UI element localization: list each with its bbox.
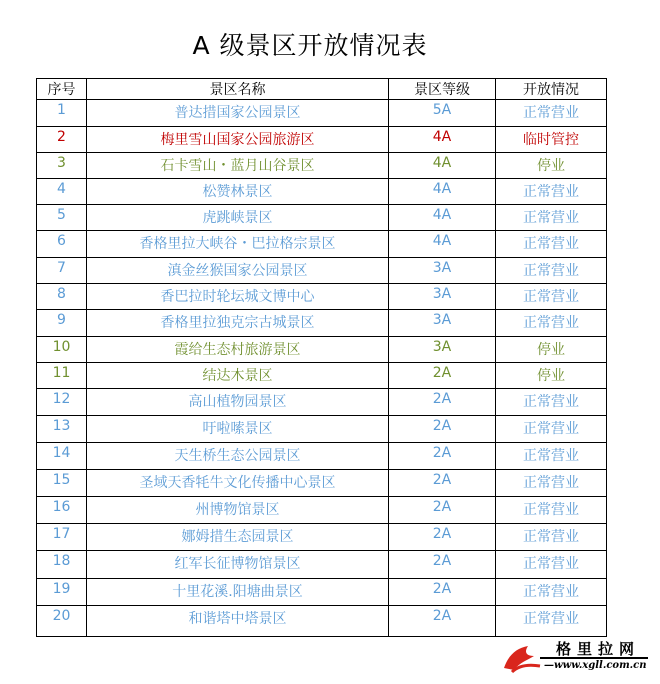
row-index: 4: [37, 179, 87, 205]
table-row: [37, 443, 607, 470]
row-status: 正常营业: [496, 551, 607, 579]
row-index: 2: [37, 127, 87, 153]
row-scenic-name: 圣域天香牦牛文化传播中心景区: [87, 470, 389, 497]
row-status: 正常营业: [496, 524, 607, 551]
row-scenic-name: 香格里拉独克宗古城景区: [87, 310, 389, 337]
horse-logo-icon: [498, 638, 542, 678]
table-header-row: [37, 79, 607, 100]
row-index: 15: [37, 470, 87, 497]
row-index: 13: [37, 416, 87, 443]
row-status: 正常营业: [496, 579, 607, 606]
table-row: [37, 579, 607, 606]
row-status: 正常营业: [496, 443, 607, 470]
table-row: [37, 363, 607, 389]
table-row: [37, 205, 607, 231]
row-status: 正常营业: [496, 205, 607, 231]
row-index: 11: [37, 363, 87, 389]
row-grade: 4A: [389, 205, 496, 231]
row-scenic-name: 香巴拉时轮坛城文博中心: [87, 284, 389, 310]
watermark-url: —www.xgll.com.cn: [544, 660, 647, 671]
row-scenic-name: 娜姆措生态园景区: [87, 524, 389, 551]
row-status: 停业: [496, 363, 607, 389]
table-row: [37, 284, 607, 310]
row-index: 8: [37, 284, 87, 310]
table-row: [37, 258, 607, 284]
row-grade: 3A: [389, 284, 496, 310]
row-status: 正常营业: [496, 100, 607, 127]
row-status: 停业: [496, 153, 607, 179]
table-row: [37, 497, 607, 524]
row-index: 7: [37, 258, 87, 284]
table-row: [37, 389, 607, 416]
table-row: [37, 416, 607, 443]
row-status: 正常营业: [496, 284, 607, 310]
scenic-area-table: [36, 78, 607, 637]
row-grade: 3A: [389, 258, 496, 284]
row-scenic-name: 滇金丝猴国家公园景区: [87, 258, 389, 284]
table-row: [37, 153, 607, 179]
table-row: [37, 470, 607, 497]
table-row: [37, 551, 607, 579]
site-watermark: [498, 638, 650, 678]
row-grade: 2A: [389, 443, 496, 470]
table-row: [37, 337, 607, 363]
row-index: 10: [37, 337, 87, 363]
row-grade: 4A: [389, 127, 496, 153]
row-index: 14: [37, 443, 87, 470]
row-status: 正常营业: [496, 310, 607, 337]
row-grade: 3A: [389, 310, 496, 337]
table-row: [37, 100, 607, 127]
row-grade: 2A: [389, 470, 496, 497]
row-scenic-name: 和谐塔中塔景区: [87, 606, 389, 637]
row-grade: 4A: [389, 179, 496, 205]
row-grade: 2A: [389, 606, 496, 637]
row-scenic-name: 松赞林景区: [87, 179, 389, 205]
row-index: 1: [37, 100, 87, 127]
row-scenic-name: 结达木景区: [87, 363, 389, 389]
row-grade: 4A: [389, 231, 496, 258]
row-scenic-name: 普达措国家公园景区: [87, 100, 389, 127]
header-grade: 景区等级: [389, 79, 496, 100]
row-index: 3: [37, 153, 87, 179]
row-scenic-name: 虎跳峡景区: [87, 205, 389, 231]
row-status: 正常营业: [496, 416, 607, 443]
row-scenic-name: 高山植物园景区: [87, 389, 389, 416]
header-name: 景区名称: [87, 79, 389, 100]
row-index: 20: [37, 606, 87, 637]
row-status: 正常营业: [496, 231, 607, 258]
row-status: 正常营业: [496, 606, 607, 637]
row-status: 正常营业: [496, 497, 607, 524]
table-row: [37, 606, 607, 637]
table-body: [37, 100, 607, 637]
row-status: 正常营业: [496, 179, 607, 205]
row-status: 停业: [496, 337, 607, 363]
row-grade: 2A: [389, 416, 496, 443]
row-grade: 4A: [389, 153, 496, 179]
page-title: A 级景区开放情况表: [192, 31, 428, 60]
table-row: [37, 231, 607, 258]
row-scenic-name: 石卡雪山・蓝月山谷景区: [87, 153, 389, 179]
header-status: 开放情况: [496, 79, 607, 100]
row-scenic-name: 天生桥生态公园景区: [87, 443, 389, 470]
row-grade: 3A: [389, 337, 496, 363]
row-index: 12: [37, 389, 87, 416]
table-row: [37, 310, 607, 337]
row-scenic-name: 红军长征博物馆景区: [87, 551, 389, 579]
row-index: 18: [37, 551, 87, 579]
watermark-site-name: 格里拉网: [556, 640, 641, 658]
row-scenic-name: 霞给生态村旅游景区: [87, 337, 389, 363]
row-index: 6: [37, 231, 87, 258]
table-row: [37, 524, 607, 551]
row-grade: 2A: [389, 497, 496, 524]
row-grade: 5A: [389, 100, 496, 127]
row-grade: 2A: [389, 389, 496, 416]
row-grade: 2A: [389, 524, 496, 551]
row-index: 19: [37, 579, 87, 606]
row-scenic-name: 吁啦嗦景区: [87, 416, 389, 443]
row-status: 正常营业: [496, 389, 607, 416]
row-index: 9: [37, 310, 87, 337]
row-index: 5: [37, 205, 87, 231]
row-status: 正常营业: [496, 258, 607, 284]
row-status: 正常营业: [496, 470, 607, 497]
row-grade: 2A: [389, 551, 496, 579]
table-row: [37, 127, 607, 153]
header-index: 序号: [37, 79, 87, 100]
row-scenic-name: 十里花溪.阳塘曲景区: [87, 579, 389, 606]
row-status: 临时管控: [496, 127, 607, 153]
row-grade: 2A: [389, 579, 496, 606]
row-index: 16: [37, 497, 87, 524]
table-row: [37, 179, 607, 205]
row-index: 17: [37, 524, 87, 551]
row-scenic-name: 香格里拉大峡谷・巴拉格宗景区: [87, 231, 389, 258]
row-grade: 2A: [389, 363, 496, 389]
row-scenic-name: 梅里雪山国家公园旅游区: [87, 127, 389, 153]
row-scenic-name: 州博物馆景区: [87, 497, 389, 524]
